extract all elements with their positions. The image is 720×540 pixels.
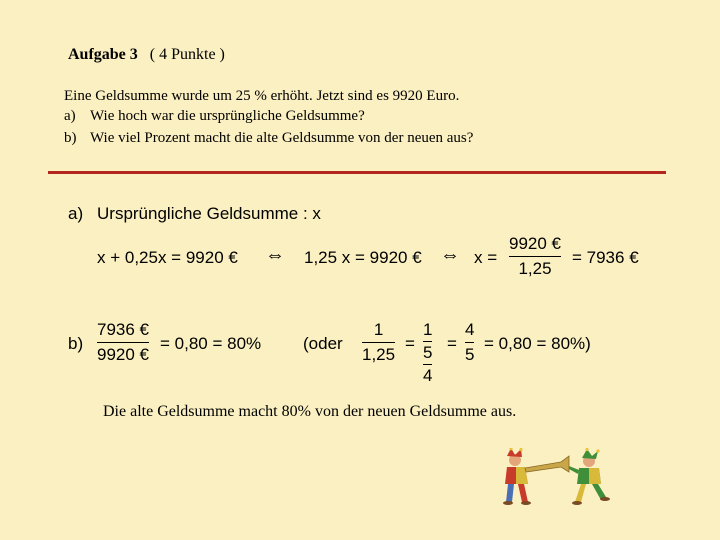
solution-a-heading: Ursprüngliche Geldsumme : x [97, 204, 321, 223]
equation-step-1: x + 0,25x = 9920 € [97, 248, 238, 267]
equals-sign-1: = [405, 334, 415, 353]
question-b-text: Wie viel Prozent macht die alte Geldsumme von der neuen aus? [90, 130, 474, 146]
alternative-result: = 0,80 = 80%) [484, 334, 591, 353]
equivalence-arrow-1: ⇔ [265, 244, 285, 266]
equation-step-3-lhs: x = [474, 248, 498, 267]
problem-statement: Eine Geldsumme wurde um 25 % erhöht. Jetzt sind es 9920 Euro. [64, 88, 460, 104]
fraction-1-over-125 [362, 320, 395, 365]
fraction-9920-over-125 [509, 234, 561, 279]
conclusion-text: Die alte Geldsumme macht 80% von der neuen Geldsumme aus. [103, 403, 517, 420]
fraction-numerator: 1 [373, 320, 384, 339]
equivalence-arrow-2: ⇔ [440, 244, 460, 266]
solution-b-label: b) [68, 334, 84, 353]
solution-a-label: a) [68, 204, 84, 223]
task-title [68, 46, 225, 64]
task-points: ( 4 Punkte ) [149, 46, 225, 63]
fraction-bar [362, 342, 395, 343]
fraction-1-over-5-fourths [423, 320, 432, 386]
solution-b-result: = 0,80 = 80% [160, 334, 262, 353]
question-a-text: Wie hoch war die ursprüngliche Geldsumme? [90, 108, 365, 124]
fraction-numerator: 1 [423, 320, 433, 339]
equation-step-2: 1,25 x = 9920 € [304, 248, 422, 267]
fraction-denominator: 9920 € [97, 345, 149, 364]
alternative-open: (oder [303, 334, 343, 353]
task-label: Aufgabe 3 [68, 46, 138, 63]
two-jesters-clipart-icon [497, 448, 621, 506]
fraction-numerator: 9920 € [509, 234, 561, 253]
question-a [64, 108, 365, 125]
fraction-bar [465, 342, 474, 343]
equals-sign-2: = [447, 334, 457, 353]
fraction-denominator: 1,25 [518, 259, 552, 278]
fraction-denominator: 5 [465, 345, 475, 364]
nested-numerator: 5 [423, 343, 433, 362]
fraction-denominator: 1,25 [362, 345, 396, 364]
fraction-bar [509, 256, 561, 257]
fraction-numerator: 4 [465, 320, 475, 339]
fraction-numerator: 7936 € [97, 320, 149, 339]
fraction-4-over-5 [465, 320, 474, 365]
nested-fraction-bar [423, 364, 432, 365]
fraction-7936-over-9920 [97, 320, 149, 365]
nested-denominator: 4 [423, 366, 433, 385]
divider-rule [48, 171, 666, 174]
fraction-bar [97, 342, 149, 343]
question-b-label: b) [64, 130, 77, 146]
question-a-label: a) [64, 108, 76, 124]
equation-step-3-result: = 7936 € [572, 248, 639, 267]
fraction-bar [423, 341, 432, 342]
question-b [64, 130, 473, 147]
